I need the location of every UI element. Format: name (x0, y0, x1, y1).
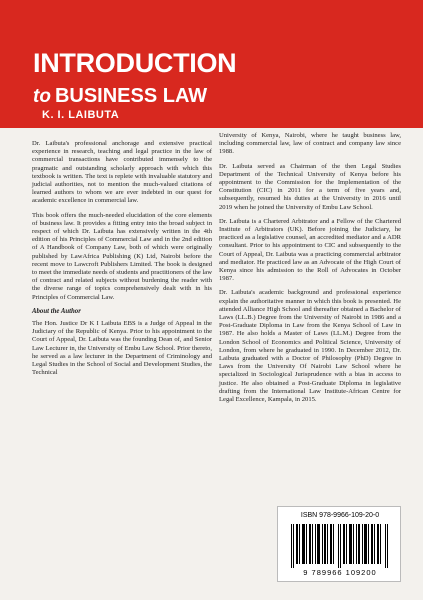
isbn-label: ISBN 978-9966-109-20-0 (300, 512, 380, 519)
book-title-to: to (33, 86, 51, 107)
about-author-paragraph-5: Dr. Laibuta's academic background and professional experience explain the authoritative manner in which this book is presented. He attended Alliance High School and thereafter obtained a Bachelor of Laws (LL.B.) Degree from the University of Nairobi in 1986 and a Post-Graduate Diploma in Law from the Kenya School of Law in 1987. He also holds a Master of Laws (LL.M.) Degree from the London School of Economics and Political Science, University of London, from where he graduated in 1990. In December 2012, Dr. Laibuta graduated with a Doctor of Philosophy (PhD) Degree in Laws from the University Of Nairobi Law School where he specialized in Sociological Jurisprudence with a bias in access to justice. He also obtained a Post-Graduate Diploma in legislative drafting from the International Law Institute-African Centre for Legal Excellence, Kampala, in 2015. (219, 289, 401, 404)
book-title-main: BUSINESS LAW (54, 85, 208, 107)
about-author-paragraph-2: University of Kenya, Nairobi, where he taught business law, including commercial law, law of contract and company law since 1988. (219, 132, 401, 156)
barcode-icon (289, 524, 391, 568)
left-text-column (32, 140, 212, 383)
about-author-paragraph-4: Dr. Laibuta is a Chartered Arbitrator and a Fellow of the Chartered Institute of Arbitrators (UK). Before joining the Judiciary, he practiced as a legislative counsel, an accredited mediator and a ADR consultant. Prior to his appointment to CIC and subsequently to the Court of Appeal, Dr. Laibuta was a practicing commercial arbitrator and mediator. He practiced law as an Advocate of the High Court of Kenya since his admission to the Roll of Advocates in October 1987. (219, 217, 401, 283)
right-text-column (219, 132, 401, 410)
barcode-digits: 9 789966 109200 (303, 568, 377, 577)
book-title-line1: INTRODUCTION (33, 48, 237, 78)
blurb-paragraph-1: Dr. Laibuta's professional anchorage and extensive practical experience in research, teaching and legal practice in the law of commercial transactions have contributed immensely to the pragmatic and outstanding scholarly approach with which this textbook is written. The text is replete with invaluable statutory and judicial authorities, not to mention the much-valued citations of learned authors to whom we are ever indebted in our quest for academic excellence in commercial law. (32, 140, 212, 205)
about-author-heading: About the Author (32, 307, 81, 315)
about-author-paragraph-1: The Hon. Justice Dr K I Laibuta EBS is a Judge of Appeal in the Judiciary of the Republic of Kenya. Prior to his appointment to the Court of Appeal, Dr. Laibuta was the founding Dean of, and Senior Law Lecturer in, the University of Embu Law School. Prior thereto, he served as a law lecturer in the Department of Criminology and Legal Studies in the School of Social and Development Studies, the Technical (32, 320, 212, 377)
isbn-barcode-box (277, 506, 401, 582)
author-name: K. I. LAIBUTA (42, 109, 120, 121)
about-author-paragraph-3: Dr. Laibuta served as Chairman of the then Legal Studies Department of the Technical University of Kenya before his appointment to the Commission for the Implementation of the Constitution (CIC) in 2011 for a term of five years and, subsequently, resumed his duties at the University in 2016 until 2019 when he joined the University of Embu Law School. (219, 162, 401, 211)
cover-header (0, 0, 423, 128)
book-title-line2 (33, 86, 207, 106)
blurb-paragraph-2: This book offers the much-needed elucidation of the core elements of business law. It provides a fitting entry into the broad subject in respect of which Dr. Laibuta has extensively written in the 4th edition of his Principles of Commercial Law and in the 2nd edition of A Handbook of Company Law, both of which were originally published by LawAfrica Publishing (K) Ltd, Nairobi before the recent move to Lawcroft Publishers Limited. The book is designed to meet the immediate needs of students and practitioners of the law of contract and related subjects without burdening the reader with the diverse range of topics comprehensively dealt with in his Principles of Commercial Law. (32, 211, 212, 301)
